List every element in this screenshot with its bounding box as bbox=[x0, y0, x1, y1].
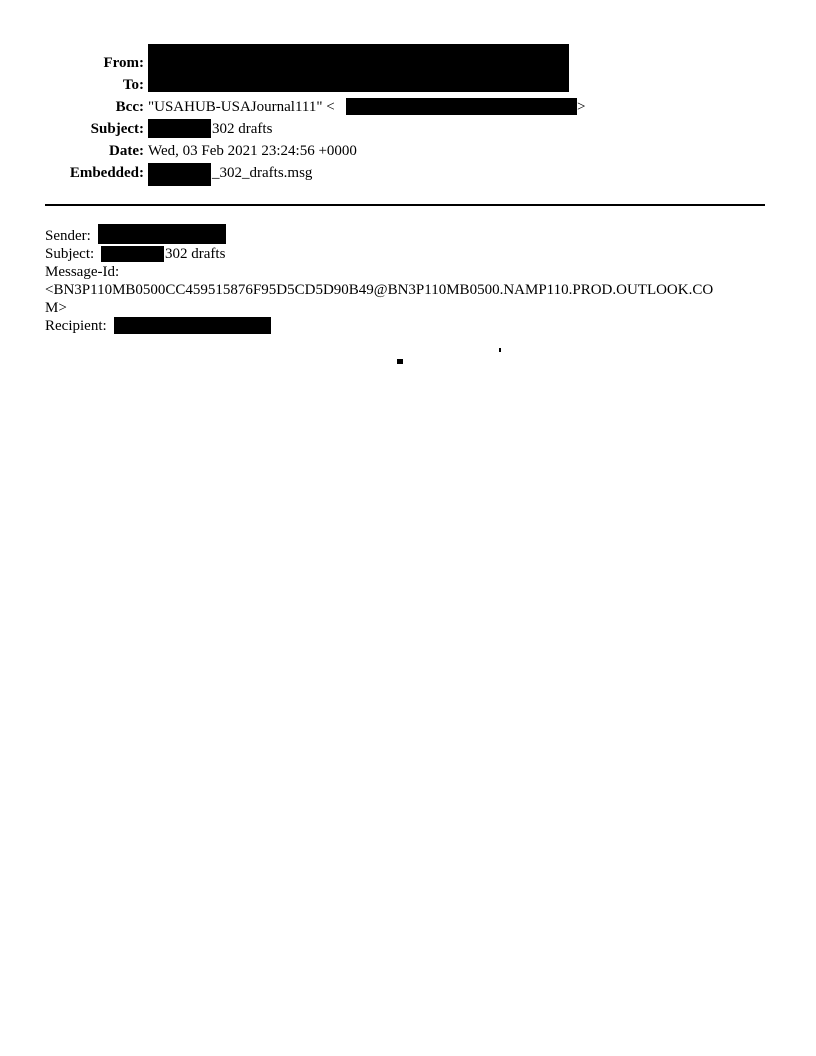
stray-mark bbox=[499, 348, 501, 352]
bcc-redaction bbox=[346, 98, 577, 115]
message-id-value-line2: M> bbox=[45, 300, 67, 316]
embedded-redaction bbox=[148, 163, 211, 186]
from-to-redaction bbox=[148, 44, 569, 92]
message-id-value-line1: <BN3P110MB0500CC459515876F95D5CD5D90B49@BN3P110MB0500.NAMP110.PROD.OUTLOOK.CO bbox=[45, 282, 714, 298]
to-label: To: bbox=[122, 77, 144, 93]
sender-redaction bbox=[98, 224, 226, 244]
from-label: From: bbox=[103, 55, 144, 71]
date-label: Date: bbox=[109, 143, 144, 159]
meta-subject-value: 302 drafts bbox=[165, 246, 226, 262]
recipient-redaction bbox=[114, 317, 271, 334]
subject-label: Subject: bbox=[90, 121, 144, 137]
message-id-label: Message-Id: bbox=[45, 264, 120, 280]
stray-mark bbox=[397, 359, 403, 364]
bcc-label: Bcc: bbox=[115, 99, 144, 115]
subject-redaction bbox=[148, 119, 211, 138]
date-value: Wed, 03 Feb 2021 23:24:56 +0000 bbox=[148, 143, 357, 159]
subject-value: 302 drafts bbox=[212, 121, 273, 137]
embedded-label: Embedded: bbox=[69, 165, 144, 181]
bcc-value-prefix: "USAHUB-USAJournal111" < bbox=[148, 99, 335, 115]
meta-subject-label: Subject: bbox=[45, 246, 95, 262]
header-divider bbox=[45, 204, 765, 206]
sender-label: Sender: bbox=[45, 228, 91, 244]
meta-subject-redaction bbox=[101, 246, 164, 262]
recipient-label: Recipient: bbox=[45, 318, 107, 334]
bcc-value-suffix: > bbox=[577, 99, 586, 115]
embedded-value[interactable]: _302_drafts.msg bbox=[212, 165, 313, 181]
